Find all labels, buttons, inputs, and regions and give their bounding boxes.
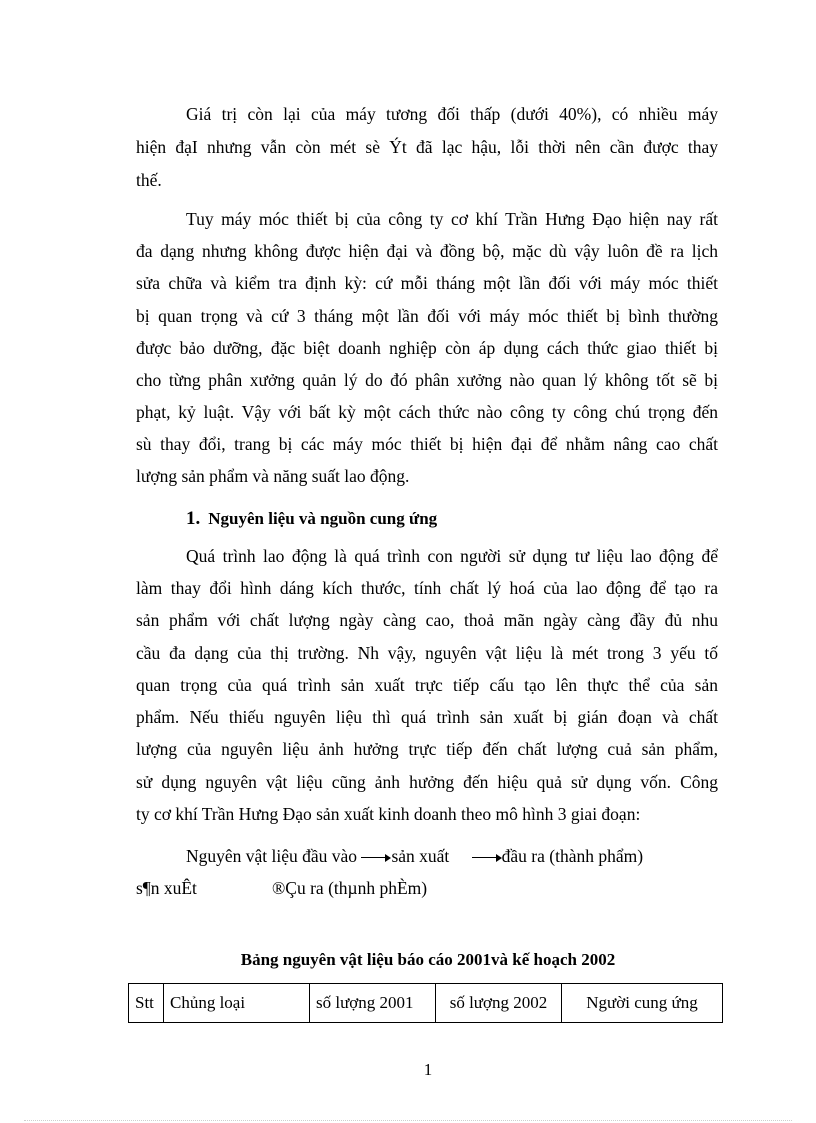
table-header-cell: Stt — [129, 984, 164, 1023]
flow-step-output: đầu ra (thành phẩm) — [501, 846, 644, 866]
table-header-cell: số lượng 2002 — [436, 984, 562, 1023]
p2-line-7: phạt, kỷ luật. Vậy với bất kỳ một cách thức nào công ty công chú trọng đến — [136, 402, 718, 422]
production-flow — [186, 845, 643, 867]
garbled-text-right: ®Çu ra (thµnh phÈm) — [272, 878, 428, 898]
section-heading — [186, 508, 437, 530]
p3-line-7: lượng của nguyên liệu ảnh hưởng trực tiếp đến chất lượng cuả sản phẩm, — [136, 739, 718, 759]
p2-line-1: Tuy máy móc thiết bị của công ty cơ khí Trần Hưng Đạo hiện nay rất — [186, 209, 718, 229]
table-header-row — [129, 984, 723, 1023]
p3-line-9: ty cơ khí Trần Hưng Đạo sản xuất kinh doanh theo mô hình 3 giai đoạn: — [136, 804, 641, 824]
p3-line-2: làm thay đổi hình dáng kích thước, tính chất lý hoá của lao động để tạo ra — [136, 578, 718, 598]
p2-line-2: đa dạng nhưng không được hiện đại và đồng bộ, mặc dù vậy luôn đề ra lịch — [136, 241, 718, 261]
p2-line-4: bị quan trọng và cứ 3 tháng một lần đối với máy móc thiết bị bình thường — [136, 306, 718, 326]
p2-line-3: sửa chữa và kiểm tra định kỳ: cứ mỗi tháng một lần đối với máy móc thiết — [136, 273, 718, 293]
p2-line-5: được bảo dưỡng, đặc biệt doanh nghiệp còn áp dụng cách thức giao thiết bị — [136, 338, 718, 358]
p1-line-2: hiện đạI nhưng vẫn còn mét sè Ýt đã lạc hậu, lỗi thời nên cần được thay — [136, 137, 718, 157]
p3-line-3: sản phẩm với chất lượng ngày càng cao, thoả mãn ngày càng đầy đủ nhu — [136, 610, 718, 630]
p2-line-6: cho từng phân xưởng quản lý do đó phân xưởng nào quan lý không tốt sẽ bị — [136, 370, 718, 390]
flow-step-input: Nguyên vật liệu đầu vào — [186, 846, 358, 866]
table-title: Bảng nguyên vật liệu báo cáo 2001và kế hoạch 2002 — [240, 950, 616, 969]
p3-line-5: quan trọng của quá trình sản xuất trực tiếp cấu tạo lên thực thể của sản — [136, 675, 718, 695]
p3-line-6: phẩm. Nếu thiếu nguyên liệu thì quá trình sản xuất bị gián đoạn và chất — [136, 707, 718, 727]
table-header-cell: số lượng 2001 — [310, 984, 436, 1023]
p3-line-8: sử dụng nguyên vật liệu cũng ảnh hưởng đến hiệu quả sử dụng vốn. Công — [136, 772, 718, 792]
p1-line-3: thế. — [136, 170, 162, 190]
page-footer-divider — [24, 1120, 792, 1121]
table-header-cell: Chủng loại — [164, 984, 310, 1023]
flow-step-production: sản xuất — [391, 846, 450, 866]
flow-arrow-icon — [472, 853, 502, 863]
page-number: 1 — [423, 1060, 433, 1079]
garbled-text-left: s¶n xuÊt — [136, 878, 197, 898]
p1-line-1: Giá trị còn lại của máy tương đối thấp (dưới 40%), có nhiều máy — [186, 104, 718, 124]
p3-line-1: Quá trình lao động là quá trình con người sử dụng tư liệu lao động để — [186, 546, 718, 566]
section-heading-number: 1. — [186, 508, 201, 529]
p2-line-8: sù thay đổi, trang bị các máy móc thiết bị hiện đại để nhằm nâng cao chất — [136, 434, 718, 454]
section-heading-text: Nguyên liệu và nguồn cung ứng — [208, 509, 438, 528]
table-header-cell: Người cung ứng — [562, 984, 723, 1023]
materials-table — [128, 983, 723, 1023]
p2-line-9: lượng sản phẩm và năng suất lao động. — [136, 466, 410, 486]
p3-line-4: cầu đa dạng của thị trường. Nh vậy, nguyên vật liệu là mét trong 3 yếu tố — [136, 643, 718, 663]
flow-arrow-icon — [361, 853, 391, 863]
